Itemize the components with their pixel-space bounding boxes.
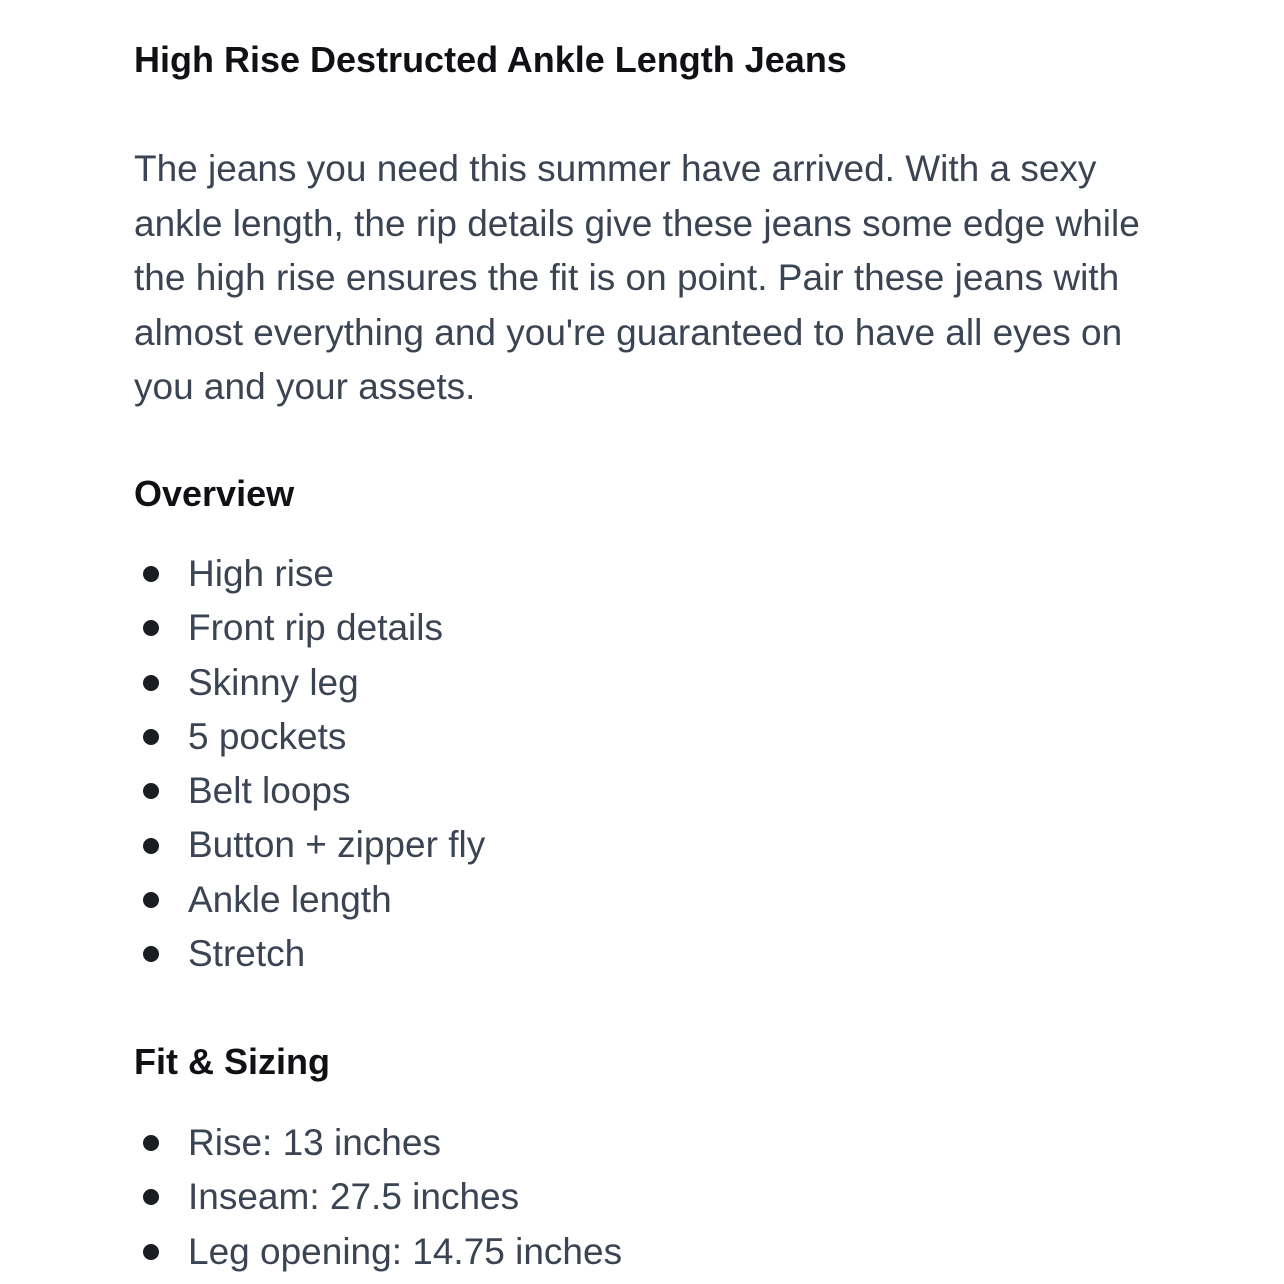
product-description: The jeans you need this summer have arrived. With a sexy ankle length, the rip details give these jeans some edge while the high rise ensures the fit is on point. Pair these jeans with almost everything and you're guaranteed to have all eyes on you and your assets.: [134, 148, 1140, 407]
list-item: [134, 927, 485, 981]
list-item: [134, 710, 485, 764]
bullet-icon: [143, 946, 159, 962]
product-title: High Rise Destructed Ankle Length Jeans: [134, 39, 847, 80]
list-item-label: Skinny leg: [188, 661, 359, 703]
bullet-icon: [143, 566, 159, 582]
overview-list: [134, 547, 485, 981]
list-item: [134, 656, 485, 710]
bullet-icon: [143, 838, 159, 854]
overview-heading: Overview: [134, 473, 295, 514]
list-item-label: Inseam: 27.5 inches: [188, 1176, 520, 1218]
list-item: [134, 1170, 622, 1224]
list-item-label: Button + zipper fly: [188, 824, 486, 866]
list-item-label: Stretch: [188, 933, 306, 975]
bullet-icon: [143, 729, 159, 745]
fit-sizing-list: [134, 1116, 622, 1279]
list-item: [134, 764, 485, 818]
list-item: [134, 873, 485, 927]
bullet-icon: [143, 620, 159, 636]
list-item-label: 5 pockets: [188, 715, 347, 757]
bullet-icon: [143, 1244, 159, 1260]
list-item-label: Rise: 13 inches: [188, 1122, 441, 1163]
list-item-label: Belt loops: [188, 770, 351, 812]
bullet-icon: [143, 783, 159, 799]
list-item: [134, 547, 485, 601]
bullet-icon: [143, 675, 159, 691]
list-item-label: Leg opening: 14.75 inches: [188, 1230, 623, 1272]
fit-sizing-heading: Fit & Sizing: [134, 1041, 330, 1082]
list-item: [134, 1225, 622, 1279]
list-item: [134, 1116, 622, 1170]
bullet-icon: [143, 892, 159, 908]
bullet-icon: [143, 1189, 159, 1205]
list-item-label: Front rip details: [188, 607, 443, 649]
list-item-label: High rise: [188, 553, 334, 594]
list-item: [134, 601, 485, 655]
bullet-icon: [143, 1135, 159, 1151]
list-item: [134, 818, 485, 872]
list-item-label: Ankle length: [188, 878, 392, 920]
